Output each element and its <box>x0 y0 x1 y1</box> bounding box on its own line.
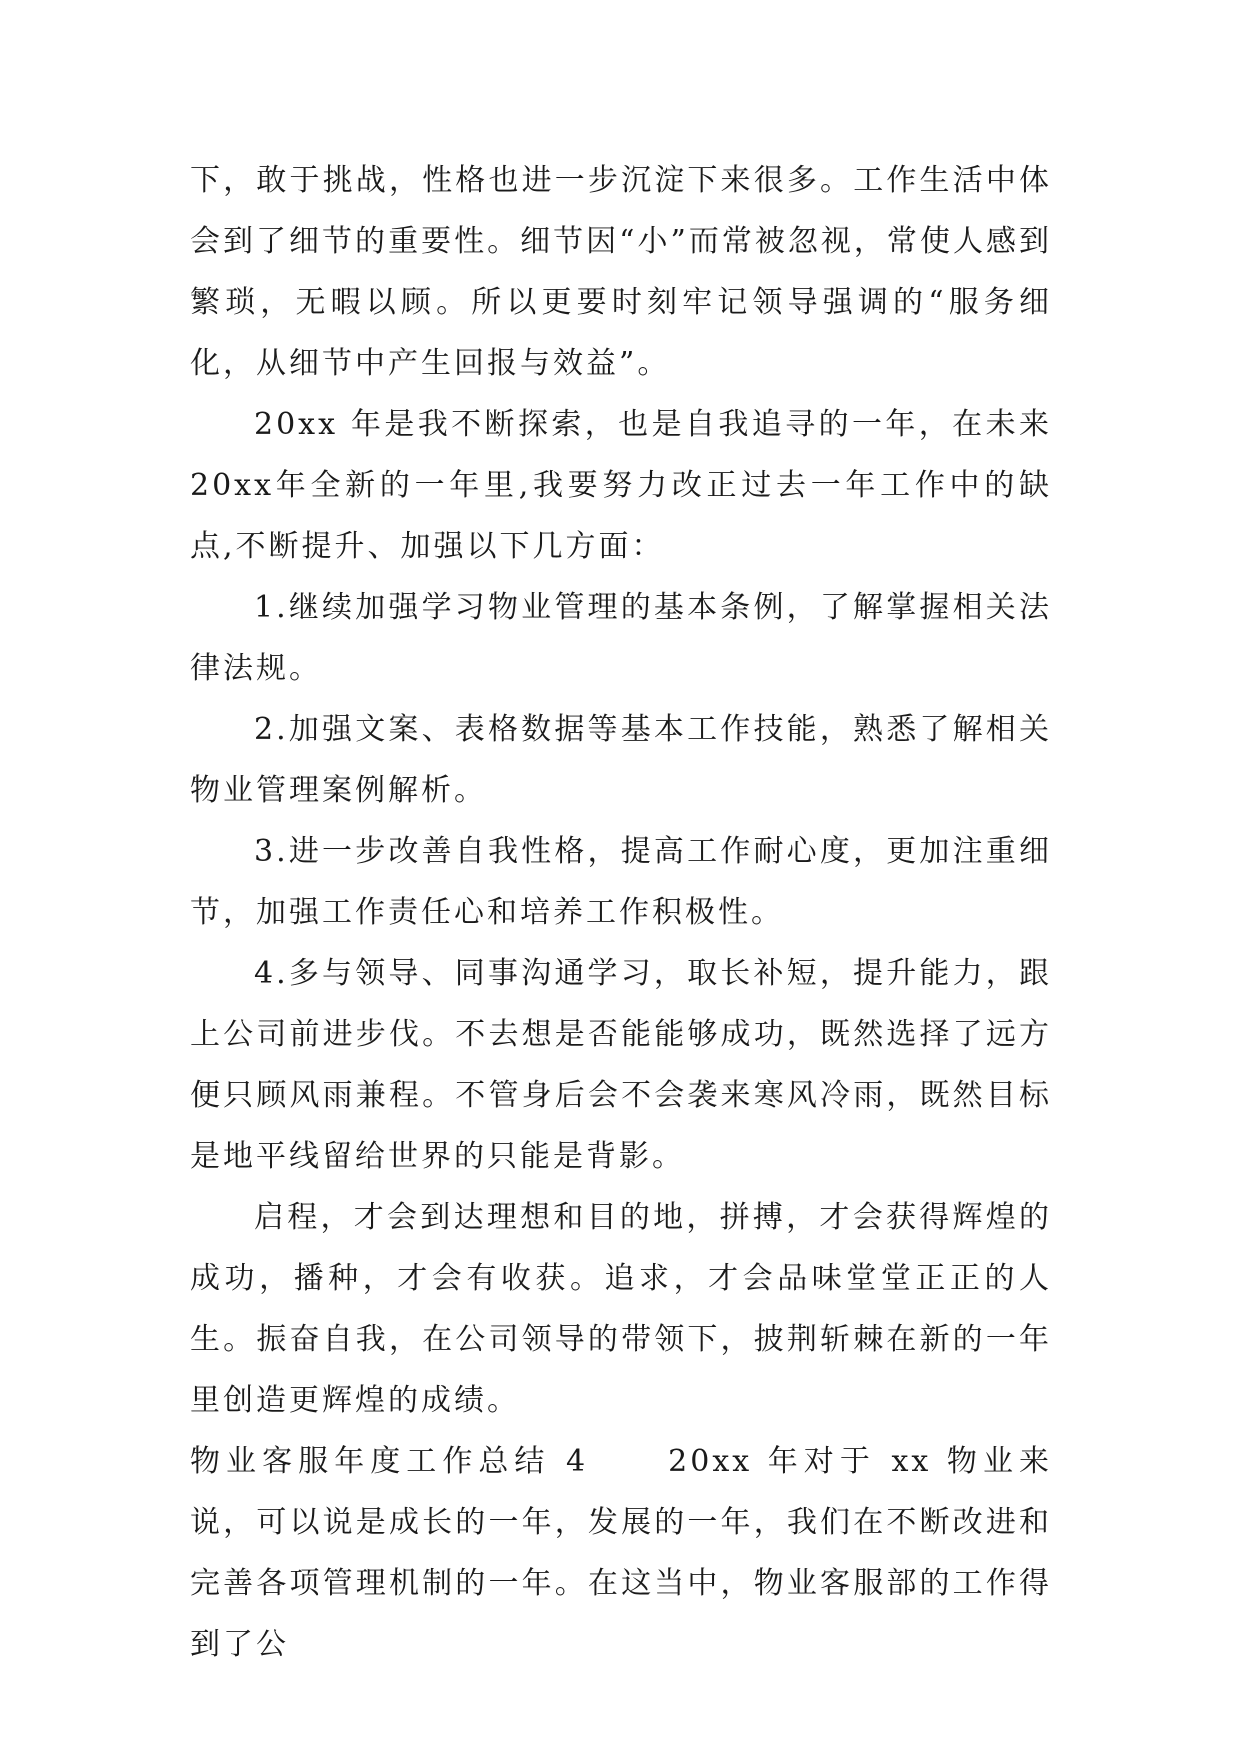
paragraph-closing: 启程，才会到达理想和目的地，拼搏，才会获得辉煌的成功，播种，才会有收获。追求，才会品味堂堂正正的人生。振奋自我，在公司领导的带领下，披荆斩棘在新的一年里创造更辉煌的成绩。 <box>190 1200 1052 1418</box>
document-body <box>190 150 1052 1675</box>
list-item-4: 4.多与领导、同事沟通学习，取长补短，提升能力，跟上公司前进步伐。不去想是否能能够成功，既然选择了远方便只顾风雨兼程。不管身后会不会袭来寒风冷雨，既然目标是地平线留给世界的只能是背影。 <box>190 956 1052 1174</box>
list-item-3: 3.进一步改善自我性格，提高工作耐心度，更加注重细节，加强工作责任心和培养工作积极性。 <box>190 834 1052 930</box>
list-item-2: 2.加强文案、表格数据等基本工作技能，熟悉了解相关物业管理案例解析。 <box>190 712 1052 808</box>
section-body-text: 20xx 年对于 xx 物业来说，可以说是成长的一年，发展的一年，我们在不断改进和完善各项管理机制的一年。在这当中，物业客服部的工作得到了公 <box>190 1444 1052 1662</box>
paragraph-continuation: 下，敢于挑战，性格也进一步沉淀下来很多。工作生活中体会到了细节的重要性。细节因“小”而常被忽视，常使人感到繁琐，无暇以顾。所以更要时刻牢记领导强调的“服务细化，从细节中产生回报与效益”。 <box>190 163 1052 381</box>
list-item-1: 1.继续加强学习物业管理的基本条例，了解掌握相关法律法规。 <box>190 590 1052 686</box>
paragraph-year-plan: 20xx 年是我不断探索，也是自我追寻的一年，在未来20xx年全新的一年里,我要努力改正过去一年工作中的缺点,不断提升、加强以下几方面： <box>190 407 1052 564</box>
section-heading: 物业客服年度工作总结 4 <box>190 1444 589 1479</box>
section-paragraph <box>190 1431 1052 1675</box>
